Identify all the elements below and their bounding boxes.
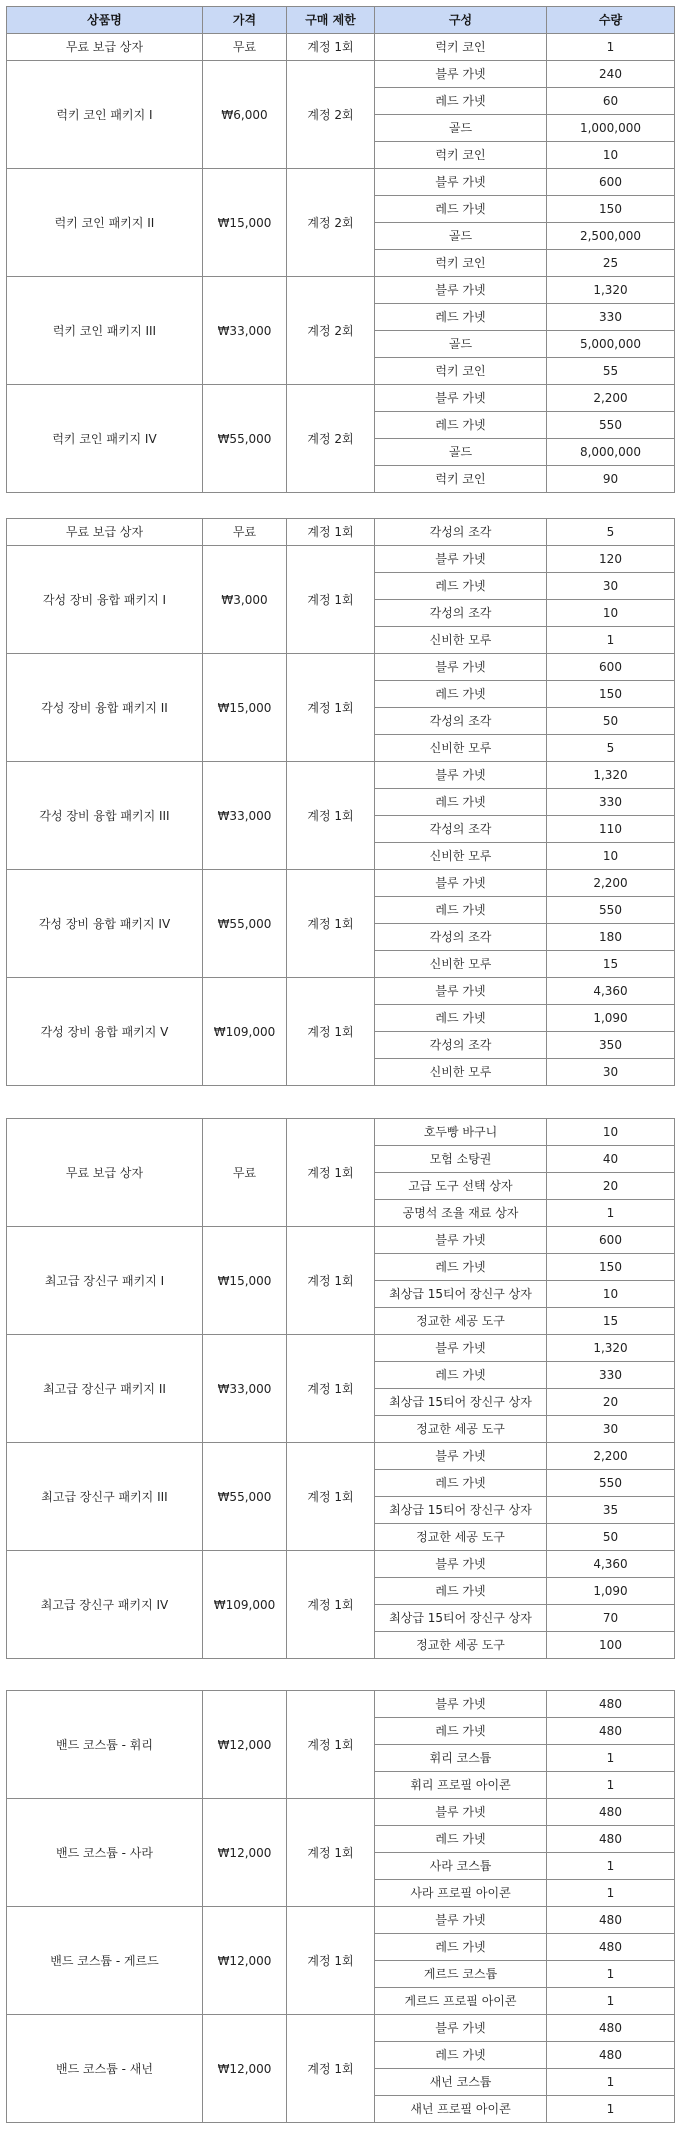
component-cell: 공명석 조율 재료 상자 <box>375 1200 547 1227</box>
quantity-cell: 480 <box>547 1934 675 1961</box>
component-cell: 골드 <box>375 223 547 250</box>
header-row <box>7 7 675 34</box>
quantity-cell: 480 <box>547 1799 675 1826</box>
component-cell: 골드 <box>375 331 547 358</box>
quantity-cell: 25 <box>547 250 675 277</box>
table-row <box>7 654 675 681</box>
purchase-limit-cell: 계정 1회 <box>287 1119 375 1227</box>
package-table-4 <box>6 1690 675 2123</box>
package-table-2 <box>6 518 675 1086</box>
component-cell: 레드 가넷 <box>375 1254 547 1281</box>
quantity-cell: 480 <box>547 2042 675 2069</box>
product-name-cell: 각성 장비 융합 패키지 IV <box>7 870 203 978</box>
product-name-cell: 밴드 코스튬 - 사라 <box>7 1799 203 1907</box>
product-name-cell: 럭키 코인 패키지 I <box>7 61 203 169</box>
component-cell: 각성의 조각 <box>375 519 547 546</box>
quantity-cell: 60 <box>547 88 675 115</box>
component-cell: 새넌 프로필 아이콘 <box>375 2096 547 2123</box>
component-cell: 각성의 조각 <box>375 600 547 627</box>
purchase-limit-cell: 계정 1회 <box>287 34 375 61</box>
product-name-cell: 각성 장비 융합 패키지 I <box>7 546 203 654</box>
quantity-cell: 480 <box>547 1826 675 1853</box>
header-quantity: 수량 <box>547 7 675 34</box>
quantity-cell: 1,090 <box>547 1578 675 1605</box>
component-cell: 럭키 코인 <box>375 466 547 493</box>
component-cell: 블루 가넷 <box>375 1907 547 1934</box>
component-cell: 블루 가넷 <box>375 385 547 412</box>
quantity-cell: 30 <box>547 1416 675 1443</box>
table-row <box>7 1227 675 1254</box>
quantity-cell: 35 <box>547 1497 675 1524</box>
component-cell: 새넌 코스튬 <box>375 2069 547 2096</box>
quantity-cell: 10 <box>547 600 675 627</box>
component-cell: 레드 가넷 <box>375 1005 547 1032</box>
quantity-cell: 40 <box>547 1146 675 1173</box>
component-cell: 신비한 모루 <box>375 735 547 762</box>
quantity-cell: 550 <box>547 412 675 439</box>
purchase-limit-cell: 계정 1회 <box>287 1335 375 1443</box>
component-cell: 정교한 세공 도구 <box>375 1632 547 1659</box>
quantity-cell: 5 <box>547 735 675 762</box>
quantity-cell: 150 <box>547 196 675 223</box>
component-cell: 최상급 15티어 장신구 상자 <box>375 1389 547 1416</box>
quantity-cell: 20 <box>547 1389 675 1416</box>
product-name-cell: 럭키 코인 패키지 III <box>7 277 203 385</box>
quantity-cell: 90 <box>547 466 675 493</box>
quantity-cell: 330 <box>547 1362 675 1389</box>
product-name-cell: 무료 보급 상자 <box>7 34 203 61</box>
price-cell: ₩15,000 <box>203 169 287 277</box>
quantity-cell: 2,200 <box>547 385 675 412</box>
quantity-cell: 8,000,000 <box>547 439 675 466</box>
component-cell: 사라 코스튬 <box>375 1853 547 1880</box>
quantity-cell: 55 <box>547 358 675 385</box>
quantity-cell: 480 <box>547 1691 675 1718</box>
quantity-cell: 4,360 <box>547 1551 675 1578</box>
purchase-limit-cell: 계정 1회 <box>287 762 375 870</box>
header-purchase-limit: 구매 제한 <box>287 7 375 34</box>
table-row <box>7 1907 675 1934</box>
component-cell: 블루 가넷 <box>375 978 547 1005</box>
component-cell: 레드 가넷 <box>375 897 547 924</box>
component-cell: 최상급 15티어 장신구 상자 <box>375 1497 547 1524</box>
price-cell: ₩109,000 <box>203 978 287 1086</box>
quantity-cell: 600 <box>547 169 675 196</box>
product-name-cell: 최고급 장신구 패키지 I <box>7 1227 203 1335</box>
purchase-limit-cell: 계정 1회 <box>287 870 375 978</box>
quantity-cell: 1 <box>547 1200 675 1227</box>
component-cell: 레드 가넷 <box>375 196 547 223</box>
quantity-cell: 10 <box>547 843 675 870</box>
quantity-cell: 1,000,000 <box>547 115 675 142</box>
component-cell: 사라 프로필 아이콘 <box>375 1880 547 1907</box>
component-cell: 블루 가넷 <box>375 1227 547 1254</box>
component-cell: 블루 가넷 <box>375 1799 547 1826</box>
header-product-name: 상품명 <box>7 7 203 34</box>
purchase-limit-cell: 계정 2회 <box>287 169 375 277</box>
purchase-limit-cell: 계정 1회 <box>287 546 375 654</box>
quantity-cell: 1,320 <box>547 762 675 789</box>
component-cell: 레드 가넷 <box>375 1826 547 1853</box>
quantity-cell: 1 <box>547 1988 675 2015</box>
table-row <box>7 870 675 897</box>
product-name-cell: 무료 보급 상자 <box>7 1119 203 1227</box>
price-cell: ₩6,000 <box>203 61 287 169</box>
component-cell: 신비한 모루 <box>375 627 547 654</box>
price-cell: 무료 <box>203 519 287 546</box>
purchase-limit-cell: 계정 2회 <box>287 385 375 493</box>
quantity-cell: 1 <box>547 1961 675 1988</box>
component-cell: 게르드 코스튬 <box>375 1961 547 1988</box>
price-cell: ₩12,000 <box>203 1907 287 2015</box>
component-cell: 각성의 조각 <box>375 1032 547 1059</box>
quantity-cell: 70 <box>547 1605 675 1632</box>
purchase-limit-cell: 계정 1회 <box>287 1227 375 1335</box>
component-cell: 최상급 15티어 장신구 상자 <box>375 1281 547 1308</box>
component-cell: 블루 가넷 <box>375 169 547 196</box>
component-cell: 게르드 프로필 아이콘 <box>375 1988 547 2015</box>
product-name-cell: 럭키 코인 패키지 II <box>7 169 203 277</box>
component-cell: 레드 가넷 <box>375 1362 547 1389</box>
quantity-cell: 10 <box>547 1119 675 1146</box>
component-cell: 각성의 조각 <box>375 924 547 951</box>
quantity-cell: 15 <box>547 1308 675 1335</box>
quantity-cell: 180 <box>547 924 675 951</box>
package-table-1 <box>6 6 675 493</box>
quantity-cell: 1 <box>547 1853 675 1880</box>
component-cell: 블루 가넷 <box>375 546 547 573</box>
purchase-limit-cell: 계정 1회 <box>287 978 375 1086</box>
component-cell: 정교한 세공 도구 <box>375 1308 547 1335</box>
price-cell: ₩33,000 <box>203 1335 287 1443</box>
component-cell: 럭키 코인 <box>375 250 547 277</box>
quantity-cell: 110 <box>547 816 675 843</box>
quantity-cell: 150 <box>547 681 675 708</box>
component-cell: 모험 소탕권 <box>375 1146 547 1173</box>
quantity-cell: 2,200 <box>547 870 675 897</box>
quantity-cell: 1,320 <box>547 277 675 304</box>
purchase-limit-cell: 계정 1회 <box>287 1907 375 2015</box>
purchase-limit-cell: 계정 1회 <box>287 654 375 762</box>
component-cell: 레드 가넷 <box>375 304 547 331</box>
component-cell: 블루 가넷 <box>375 1551 547 1578</box>
price-cell: ₩12,000 <box>203 1691 287 1799</box>
component-cell: 휘리 프로필 아이콘 <box>375 1772 547 1799</box>
product-name-cell: 밴드 코스튬 - 게르드 <box>7 1907 203 2015</box>
product-name-cell: 최고급 장신구 패키지 III <box>7 1443 203 1551</box>
quantity-cell: 1,090 <box>547 1005 675 1032</box>
quantity-cell: 50 <box>547 708 675 735</box>
purchase-limit-cell: 계정 1회 <box>287 1799 375 1907</box>
component-cell: 신비한 모루 <box>375 951 547 978</box>
component-cell: 레드 가넷 <box>375 1934 547 1961</box>
quantity-cell: 150 <box>547 1254 675 1281</box>
price-cell: ₩33,000 <box>203 762 287 870</box>
quantity-cell: 15 <box>547 951 675 978</box>
product-name-cell: 최고급 장신구 패키지 II <box>7 1335 203 1443</box>
component-cell: 블루 가넷 <box>375 2015 547 2042</box>
component-cell: 호두빵 바구니 <box>375 1119 547 1146</box>
quantity-cell: 550 <box>547 1470 675 1497</box>
quantity-cell: 330 <box>547 789 675 816</box>
component-cell: 휘리 코스튬 <box>375 1745 547 1772</box>
component-cell: 정교한 세공 도구 <box>375 1524 547 1551</box>
table-row <box>7 2015 675 2042</box>
product-name-cell: 각성 장비 융합 패키지 III <box>7 762 203 870</box>
product-name-cell: 각성 장비 융합 패키지 II <box>7 654 203 762</box>
table-row <box>7 1799 675 1826</box>
quantity-cell: 600 <box>547 1227 675 1254</box>
quantity-cell: 10 <box>547 1281 675 1308</box>
quantity-cell: 240 <box>547 61 675 88</box>
table-row <box>7 1443 675 1470</box>
purchase-limit-cell: 계정 1회 <box>287 1443 375 1551</box>
component-cell: 각성의 조각 <box>375 708 547 735</box>
package-table-3 <box>6 1118 675 1659</box>
quantity-cell: 120 <box>547 546 675 573</box>
price-cell: ₩15,000 <box>203 654 287 762</box>
quantity-cell: 600 <box>547 654 675 681</box>
price-cell: 무료 <box>203 34 287 61</box>
component-cell: 레드 가넷 <box>375 573 547 600</box>
price-cell: ₩15,000 <box>203 1227 287 1335</box>
quantity-cell: 1 <box>547 1745 675 1772</box>
table-row <box>7 519 675 546</box>
component-cell: 럭키 코인 <box>375 358 547 385</box>
price-cell: ₩55,000 <box>203 870 287 978</box>
table-row <box>7 1335 675 1362</box>
product-name-cell: 각성 장비 융합 패키지 V <box>7 978 203 1086</box>
component-cell: 블루 가넷 <box>375 277 547 304</box>
component-cell: 레드 가넷 <box>375 1470 547 1497</box>
table-row <box>7 978 675 1005</box>
quantity-cell: 4,360 <box>547 978 675 1005</box>
header-component: 구성 <box>375 7 547 34</box>
quantity-cell: 550 <box>547 897 675 924</box>
component-cell: 레드 가넷 <box>375 789 547 816</box>
purchase-limit-cell: 계정 2회 <box>287 61 375 169</box>
quantity-cell: 480 <box>547 2015 675 2042</box>
component-cell: 신비한 모루 <box>375 1059 547 1086</box>
price-cell: ₩33,000 <box>203 277 287 385</box>
quantity-cell: 350 <box>547 1032 675 1059</box>
price-cell: ₩3,000 <box>203 546 287 654</box>
component-cell: 신비한 모루 <box>375 843 547 870</box>
price-cell: ₩109,000 <box>203 1551 287 1659</box>
table-row <box>7 34 675 61</box>
table-row <box>7 546 675 573</box>
component-cell: 블루 가넷 <box>375 870 547 897</box>
price-cell: ₩55,000 <box>203 1443 287 1551</box>
quantity-cell: 10 <box>547 142 675 169</box>
quantity-cell: 50 <box>547 1524 675 1551</box>
price-cell: ₩55,000 <box>203 385 287 493</box>
table-row <box>7 61 675 88</box>
component-cell: 블루 가넷 <box>375 1443 547 1470</box>
component-cell: 골드 <box>375 439 547 466</box>
quantity-cell: 1,320 <box>547 1335 675 1362</box>
component-cell: 레드 가넷 <box>375 681 547 708</box>
product-name-cell: 럭키 코인 패키지 IV <box>7 385 203 493</box>
quantity-cell: 1 <box>547 34 675 61</box>
price-cell: ₩12,000 <box>203 1799 287 1907</box>
quantity-cell: 30 <box>547 1059 675 1086</box>
table-row <box>7 385 675 412</box>
quantity-cell: 5 <box>547 519 675 546</box>
table-row <box>7 1691 675 1718</box>
quantity-cell: 30 <box>547 573 675 600</box>
component-cell: 블루 가넷 <box>375 61 547 88</box>
table-row <box>7 169 675 196</box>
quantity-cell: 1 <box>547 1772 675 1799</box>
table-row <box>7 1551 675 1578</box>
component-cell: 고급 도구 선택 상자 <box>375 1173 547 1200</box>
component-cell: 골드 <box>375 115 547 142</box>
purchase-limit-cell: 계정 1회 <box>287 2015 375 2123</box>
product-name-cell: 밴드 코스튬 - 휘리 <box>7 1691 203 1799</box>
table-row <box>7 762 675 789</box>
component-cell: 레드 가넷 <box>375 88 547 115</box>
quantity-cell: 5,000,000 <box>547 331 675 358</box>
quantity-cell: 480 <box>547 1907 675 1934</box>
quantity-cell: 100 <box>547 1632 675 1659</box>
component-cell: 레드 가넷 <box>375 1578 547 1605</box>
table-row <box>7 1119 675 1146</box>
quantity-cell: 2,500,000 <box>547 223 675 250</box>
quantity-cell: 1 <box>547 1880 675 1907</box>
component-cell: 블루 가넷 <box>375 762 547 789</box>
product-name-cell: 밴드 코스튬 - 새넌 <box>7 2015 203 2123</box>
header-price: 가격 <box>203 7 287 34</box>
purchase-limit-cell: 계정 1회 <box>287 1691 375 1799</box>
quantity-cell: 1 <box>547 2096 675 2123</box>
purchase-limit-cell: 계정 1회 <box>287 519 375 546</box>
table-row <box>7 277 675 304</box>
product-name-cell: 무료 보급 상자 <box>7 519 203 546</box>
quantity-cell: 20 <box>547 1173 675 1200</box>
product-name-cell: 최고급 장신구 패키지 IV <box>7 1551 203 1659</box>
component-cell: 각성의 조각 <box>375 816 547 843</box>
component-cell: 블루 가넷 <box>375 1335 547 1362</box>
component-cell: 레드 가넷 <box>375 412 547 439</box>
component-cell: 레드 가넷 <box>375 2042 547 2069</box>
component-cell: 럭키 코인 <box>375 34 547 61</box>
price-cell: 무료 <box>203 1119 287 1227</box>
quantity-cell: 1 <box>547 627 675 654</box>
component-cell: 정교한 세공 도구 <box>375 1416 547 1443</box>
quantity-cell: 480 <box>547 1718 675 1745</box>
component-cell: 최상급 15티어 장신구 상자 <box>375 1605 547 1632</box>
component-cell: 블루 가넷 <box>375 654 547 681</box>
purchase-limit-cell: 계정 2회 <box>287 277 375 385</box>
component-cell: 럭키 코인 <box>375 142 547 169</box>
quantity-cell: 1 <box>547 2069 675 2096</box>
quantity-cell: 330 <box>547 304 675 331</box>
purchase-limit-cell: 계정 1회 <box>287 1551 375 1659</box>
price-cell: ₩12,000 <box>203 2015 287 2123</box>
component-cell: 레드 가넷 <box>375 1718 547 1745</box>
quantity-cell: 2,200 <box>547 1443 675 1470</box>
component-cell: 블루 가넷 <box>375 1691 547 1718</box>
